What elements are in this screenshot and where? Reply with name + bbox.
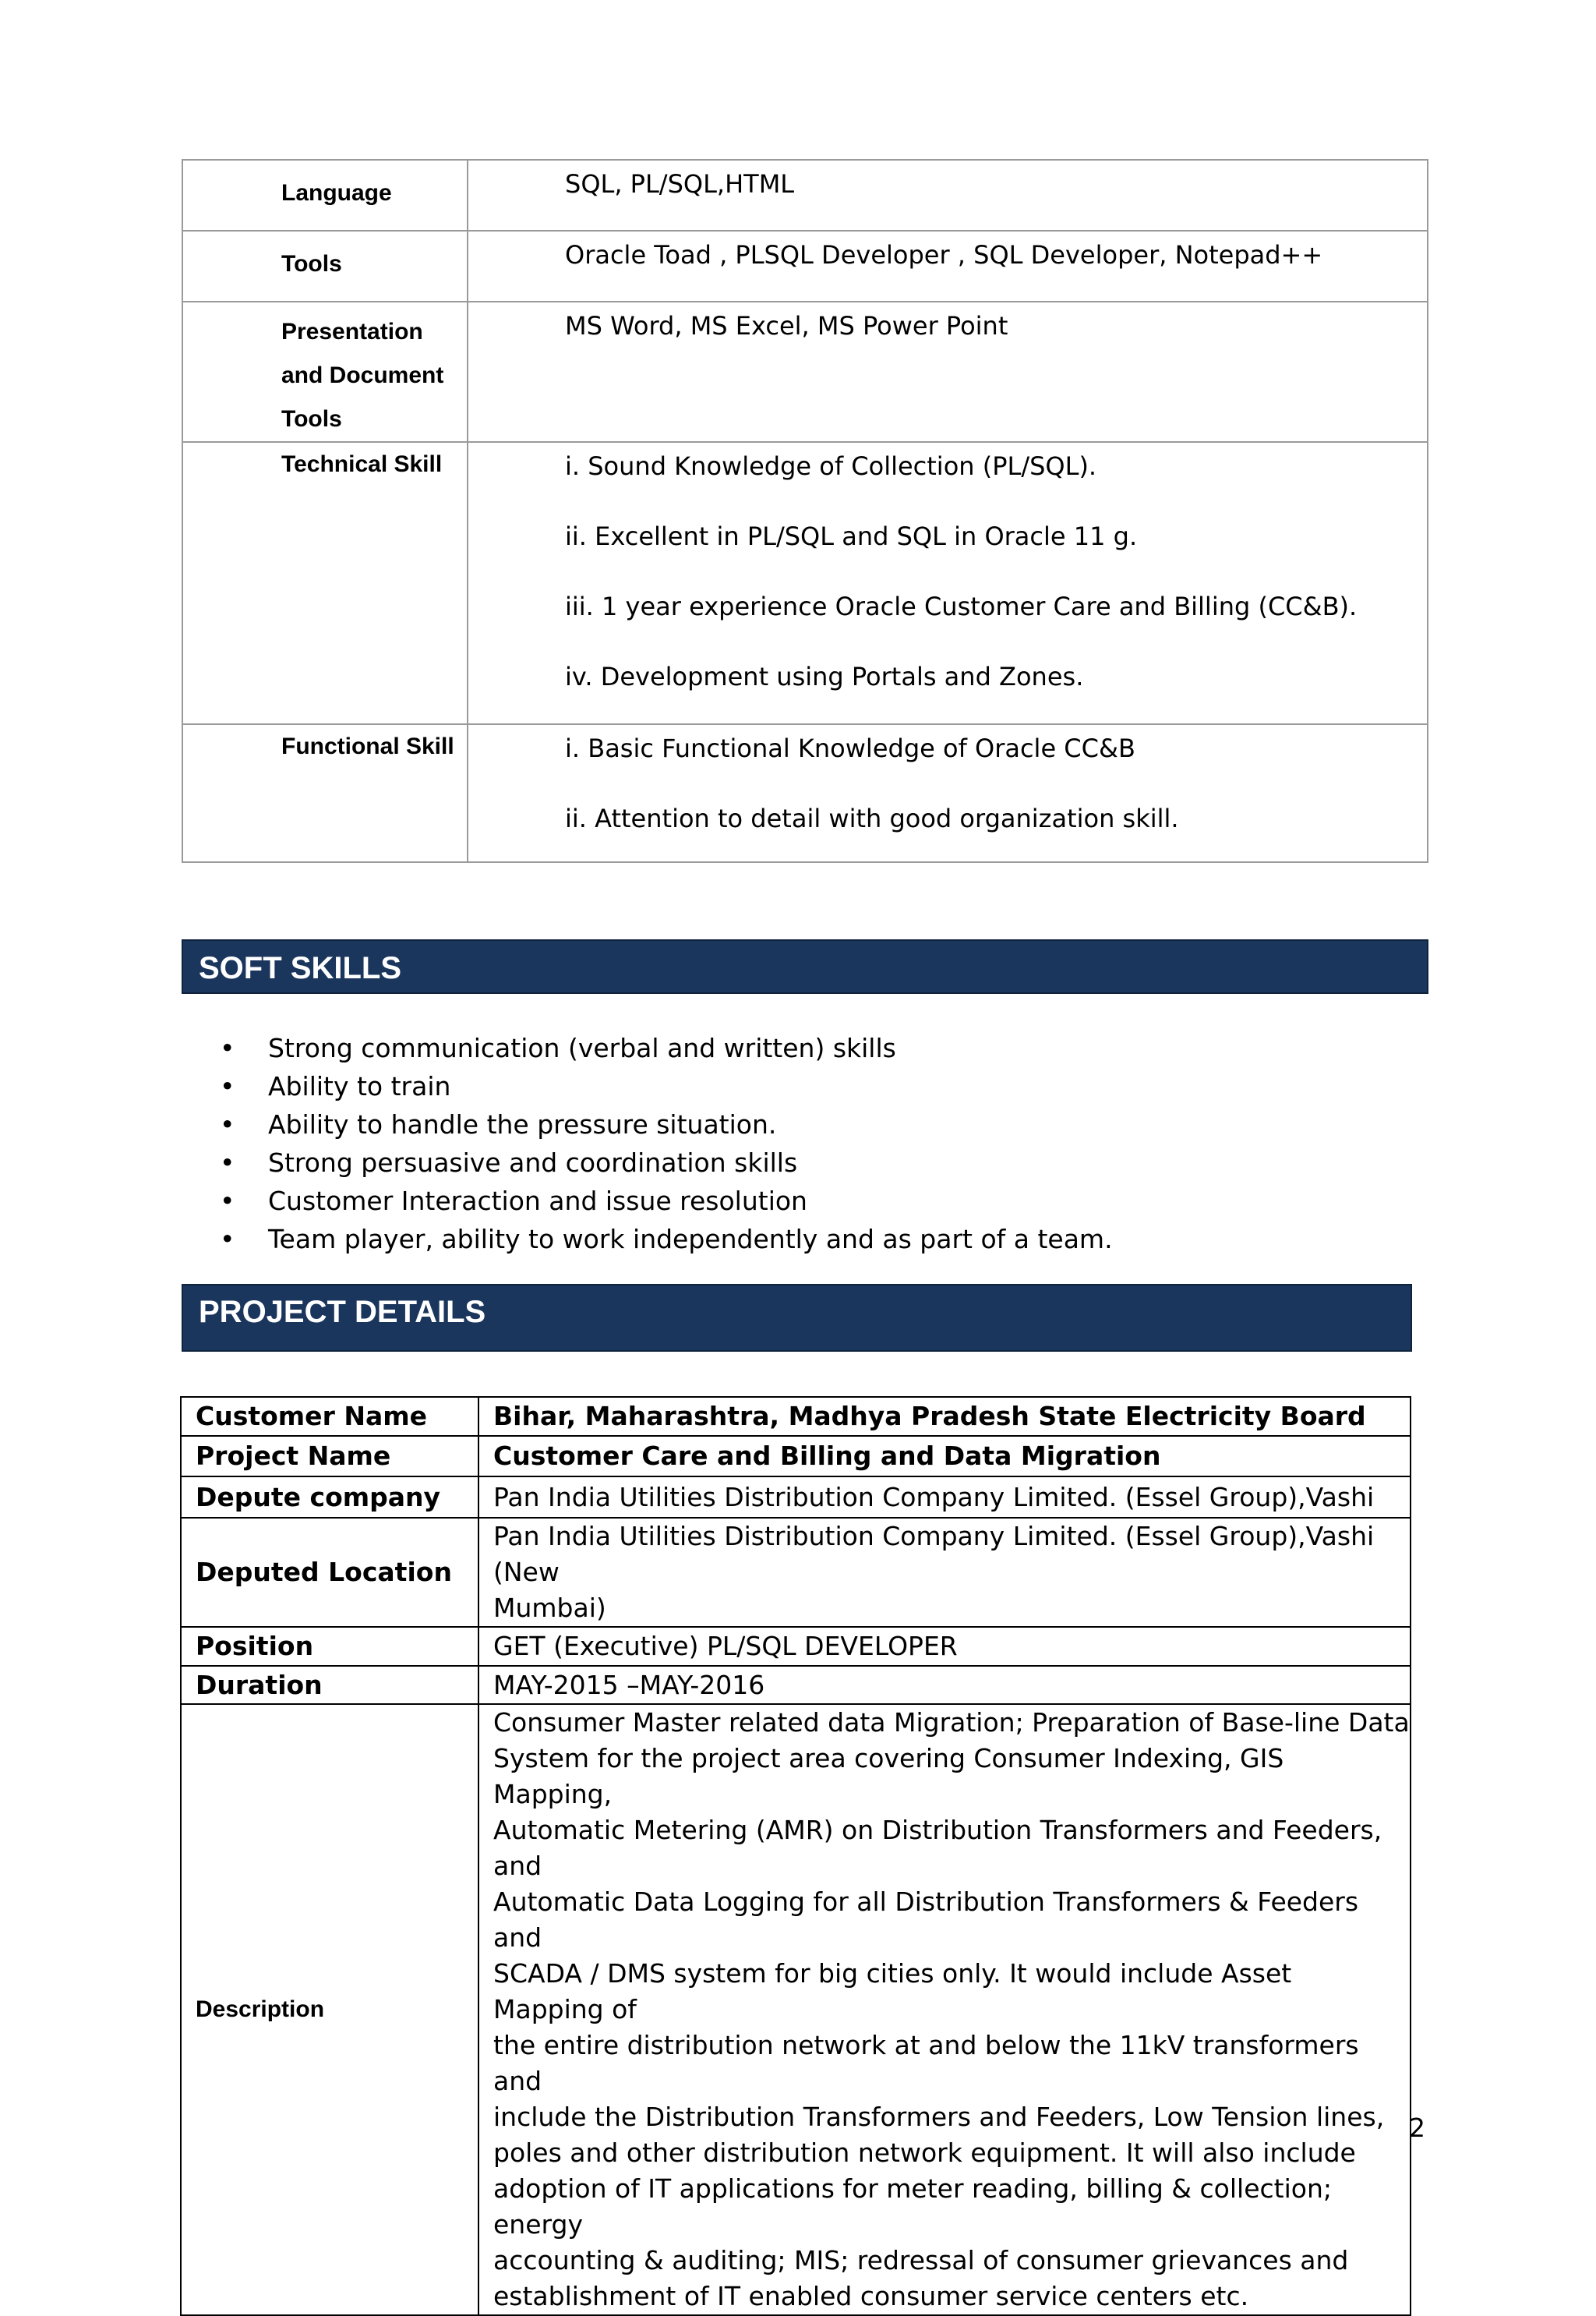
skills-row-functional <box>182 724 1428 862</box>
bullet-icon: • <box>220 1109 235 1140</box>
skills-value-line: ii. Excellent in PL/SQL and SQL in Oracle 11 g. <box>565 522 1138 551</box>
project-label: Duration <box>181 1666 478 1704</box>
project-label: Position <box>181 1627 478 1666</box>
project-value: Bihar, Maharashtra, Madhya Pradesh State Electricity Board <box>478 1397 1411 1436</box>
soft-skill-item <box>0 1029 1113 1067</box>
soft-skill-text: Ability to train <box>268 1071 451 1101</box>
soft-skills-list <box>0 1029 1113 1258</box>
project-value-line: include the Distribution Transformers and Feeders, Low Tension lines, <box>493 2102 1385 2132</box>
skills-value-line: Oracle Toad , PLSQL Developer , SQL Developer, Notepad++ <box>565 240 1323 270</box>
soft-skill-text: Team player, ability to work independently and as part of a team. <box>268 1224 1113 1254</box>
soft-skill-item <box>0 1182 1113 1220</box>
skills-value-line: SQL, PL/SQL,HTML <box>565 169 795 199</box>
soft-skills-title: SOFT SKILLS <box>199 951 401 985</box>
project-row-customer-name <box>181 1397 1411 1436</box>
skills-value-technical <box>468 442 1428 724</box>
soft-skill-item <box>0 1067 1113 1105</box>
project-value-line: Pan India Utilities Distribution Company Limited. (Essel Group),Vashi (New <box>493 1521 1375 1587</box>
project-label: Depute company <box>181 1476 478 1518</box>
project-label: Customer Name <box>181 1397 478 1436</box>
project-value-line: System for the project area covering Consumer Indexing, GIS Mapping, <box>493 1743 1284 1809</box>
soft-skill-item <box>0 1144 1113 1182</box>
project-value-line: Mumbai) <box>493 1593 606 1623</box>
project-details-header <box>182 1284 1412 1352</box>
project-value-line: poles and other distribution network equipment. It will also include <box>493 2137 1356 2168</box>
page-number: 2 <box>1409 2113 1425 2143</box>
skills-value-line: iv. Development using Portals and Zones. <box>565 662 1084 691</box>
skills-value-line: ii. Attention to detail with good organization skill. <box>565 804 1179 833</box>
project-row-description <box>181 1704 1411 2315</box>
skills-value-language <box>468 160 1428 231</box>
soft-skill-text: Ability to handle the pressure situation. <box>268 1109 777 1140</box>
skills-label-technical: Technical Skill <box>182 442 468 724</box>
project-details-title: PROJECT DETAILS <box>199 1295 486 1329</box>
project-label: Project Name <box>181 1436 478 1476</box>
skills-value-tools <box>468 231 1428 302</box>
skills-value-line: MS Word, MS Excel, MS Power Point <box>565 311 1008 341</box>
soft-skill-text: Customer Interaction and issue resolution <box>268 1186 807 1216</box>
skills-value-presentation <box>468 302 1428 442</box>
project-row-deputed-location <box>181 1518 1411 1627</box>
project-value-line: accounting & auditing; MIS; redressal of consumer grievances and <box>493 2245 1349 2275</box>
skills-row-tools <box>182 231 1428 302</box>
bullet-icon: • <box>220 1186 235 1216</box>
project-value-line: Consumer Master related data Migration; Preparation of Base-line Data <box>493 1707 1410 1738</box>
project-details-table <box>180 1396 1411 2316</box>
soft-skills-header <box>182 939 1428 994</box>
skills-label-line: and Document <box>281 362 444 388</box>
project-value-line: SCADA / DMS system for big cities only. It would include Asset Mapping of <box>493 1958 1292 2024</box>
project-value: MAY-2015 –MAY-2016 <box>478 1666 1411 1704</box>
skills-label-line: Tools <box>281 406 342 432</box>
bullet-icon: • <box>220 1071 235 1101</box>
project-value <box>478 1518 1411 1627</box>
project-value-line: the entire distribution network at and below the 11kV transformers and <box>493 2030 1359 2096</box>
project-value: Customer Care and Billing and Data Migration <box>478 1436 1411 1476</box>
soft-skill-text: Strong communication (verbal and written) skills <box>268 1033 896 1063</box>
project-value: Pan India Utilities Distribution Company Limited. (Essel Group),Vashi <box>478 1476 1411 1518</box>
skills-label-tools: Tools <box>182 231 468 302</box>
project-value: GET (Executive) PL/SQL DEVELOPER <box>478 1627 1411 1666</box>
skills-row-presentation <box>182 302 1428 442</box>
project-row-duration <box>181 1666 1411 1704</box>
skills-value-line: i. Basic Functional Knowledge of Oracle CC&B <box>565 734 1135 763</box>
skills-value-line: i. Sound Knowledge of Collection (PL/SQL). <box>565 451 1097 481</box>
soft-skill-text: Strong persuasive and coordination skills <box>268 1147 798 1178</box>
project-row-project-name <box>181 1436 1411 1476</box>
skills-label-functional: Functional Skill <box>182 724 468 862</box>
skills-label-line: Presentation <box>281 319 423 345</box>
project-row-depute-company <box>181 1476 1411 1518</box>
bullet-icon: • <box>220 1033 235 1063</box>
project-row-position <box>181 1627 1411 1666</box>
project-value-line: Automatic Data Logging for all Distribution Transformers & Feeders and <box>493 1886 1359 1953</box>
soft-skill-item <box>0 1105 1113 1144</box>
skills-value-functional <box>468 724 1428 862</box>
skills-value-line: iii. 1 year experience Oracle Customer Care and Billing (CC&B). <box>565 592 1358 621</box>
skills-label-language: Language <box>182 160 468 231</box>
bullet-icon: • <box>220 1224 235 1254</box>
project-label: Description <box>181 1704 478 2315</box>
skills-row-language <box>182 160 1428 231</box>
skills-table <box>182 159 1428 863</box>
project-value <box>478 1704 1411 2315</box>
project-value-line: Automatic Metering (AMR) on Distribution Transformers and Feeders, and <box>493 1815 1382 1881</box>
soft-skill-item <box>0 1220 1113 1258</box>
project-label: Deputed Location <box>181 1518 478 1627</box>
project-value-line: adoption of IT applications for meter reading, billing & collection; energy <box>493 2173 1332 2240</box>
bullet-icon: • <box>220 1147 235 1178</box>
skills-label-presentation <box>182 302 468 442</box>
skills-row-technical <box>182 442 1428 724</box>
project-value-line: establishment of IT enabled consumer service centers etc. <box>493 2281 1249 2311</box>
